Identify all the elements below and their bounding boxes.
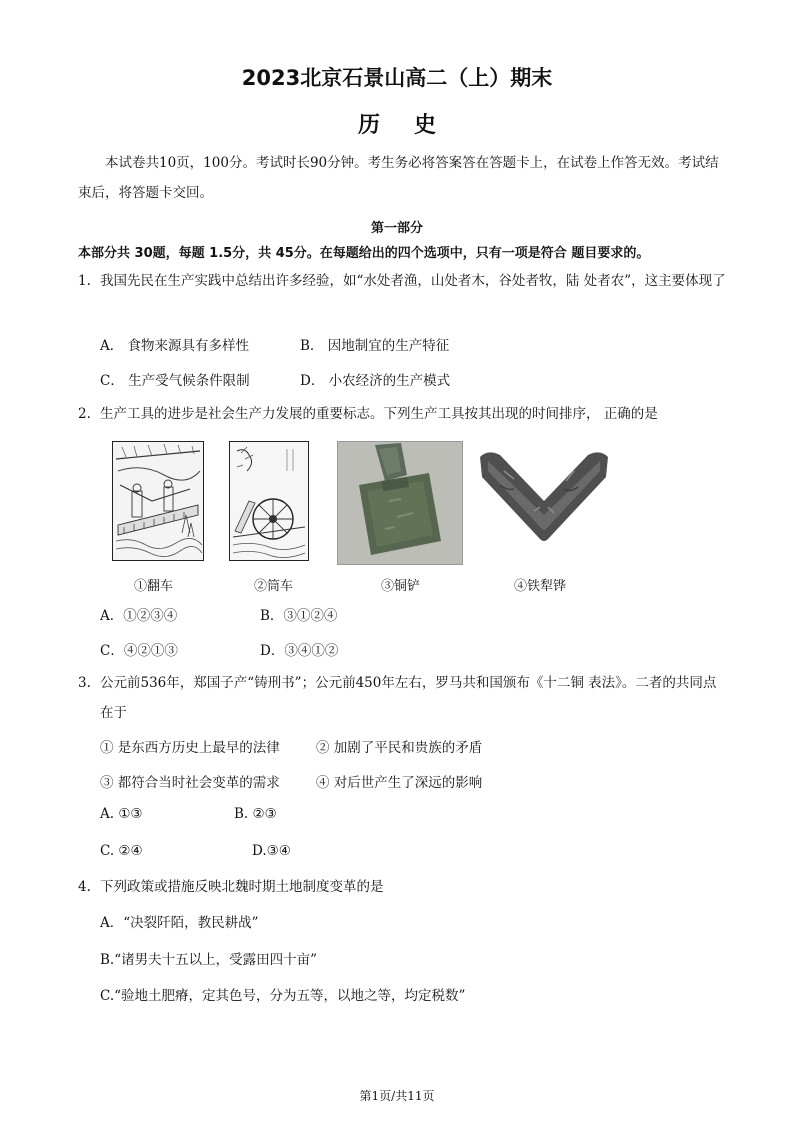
figure-1-caption: ①翻车 xyxy=(134,579,174,594)
bronze-spade-photo-figure xyxy=(337,441,463,565)
exam-instructions xyxy=(78,148,723,208)
iron-plowshare-photo-icon xyxy=(474,441,614,547)
question-4-option-c: C.“验地土肥瘠，定其色号，分为五等，以地之等，均定税数” xyxy=(100,988,466,1004)
question-3-statement-2: ② 加剧了平民和贵族的矛盾 xyxy=(316,740,483,756)
question-1-stem: 我国先民在生产实践中总结出许多经验，如“水处者渔，山处者木，谷处者牧，陆 处者农”，这主要体现了 xyxy=(100,273,726,289)
question-1-number: 1. xyxy=(78,273,91,289)
tube-wheel-print-figure xyxy=(229,441,309,561)
question-4-stem: 下列政策或措施反映北魏时期土地制度变革的是 xyxy=(100,879,384,895)
question-3-option-d: D.③④ xyxy=(252,843,291,859)
waterwheel-print-icon xyxy=(112,441,204,561)
question-1-option-c: C． 生产受气候条件限制 xyxy=(100,373,250,389)
figure-2-caption: ②筒车 xyxy=(254,579,294,594)
question-4-option-b: B.“诸男夫十五以上，受露田四十亩” xyxy=(100,952,318,968)
subject-title: 历史 xyxy=(357,113,470,138)
question-3-stem: 公元前536年，郑国子产“铸刑书”；公元前450年左右，罗马共和国颁布《十二铜 表法》。二者的共同点在于 xyxy=(100,675,717,721)
question-4-number: 4. xyxy=(78,879,91,895)
part-one-description: 本部分共 30题，每题 1.5分，共 45分。在每题给出的四个选项中，只有一项是符合 题目要求的。 xyxy=(78,246,650,261)
question-3-option-a: A. ①③ xyxy=(100,806,143,822)
question-1-option-d: D． 小农经济的生产模式 xyxy=(300,373,451,389)
question-2-option-d: D．③④①② xyxy=(260,643,339,659)
question-1-stem-block xyxy=(78,266,728,296)
figure-3-caption: ③铜铲 xyxy=(381,579,421,594)
question-4-option-a: A．“决裂阡陌，教民耕战” xyxy=(100,915,259,931)
iron-plowshare-photo-figure xyxy=(474,441,614,547)
question-2-option-b: B．③①②④ xyxy=(260,608,338,624)
question-3-number: 3. xyxy=(78,675,91,691)
part-one-title: 第一部分 xyxy=(370,221,423,236)
tube-wheel-print-icon xyxy=(229,441,309,561)
question-3-statement-1: ① 是东西方历史上最早的法律 xyxy=(100,740,280,756)
question-2-option-a: A．①②③④ xyxy=(100,608,178,624)
page-title: 2023北京石景山高二（上）期末 xyxy=(241,66,553,90)
question-2-option-c: C．④②①③ xyxy=(100,643,178,659)
page-footer: 第1页/共11页 xyxy=(359,1089,435,1103)
question-2-stem: 生产工具的进步是社会生产力发展的重要标志。下列生产工具按其出现的时间排序， 正确的是 xyxy=(100,406,658,422)
waterwheel-print-figure xyxy=(112,441,204,561)
question-3-statement-3: ③ 都符合当时社会变革的需求 xyxy=(100,775,280,791)
question-3-option-b: B. ②③ xyxy=(234,806,277,822)
question-4-stem-block xyxy=(78,872,728,902)
bronze-spade-photo-icon xyxy=(337,441,463,565)
question-3-option-c: C. ②④ xyxy=(100,843,143,859)
instructions-text: 本试卷共10页，100分。考试时长90分钟。考生务必将答案答在答题卡上，在试卷上作答无效。考试结束后，将答题卡交回。 xyxy=(78,155,719,201)
question-2-stem-block xyxy=(78,399,728,429)
figure-4-caption: ④铁犁铧 xyxy=(514,579,567,594)
question-1-option-b: B． 因地制宜的生产特征 xyxy=(300,338,450,354)
question-2-number: 2. xyxy=(78,406,91,422)
question-1-option-a: A． 食物来源具有多样性 xyxy=(100,338,250,354)
question-3-statement-4: ④ 对后世产生了深远的影响 xyxy=(316,775,483,791)
question-3-stem-block xyxy=(78,668,728,728)
